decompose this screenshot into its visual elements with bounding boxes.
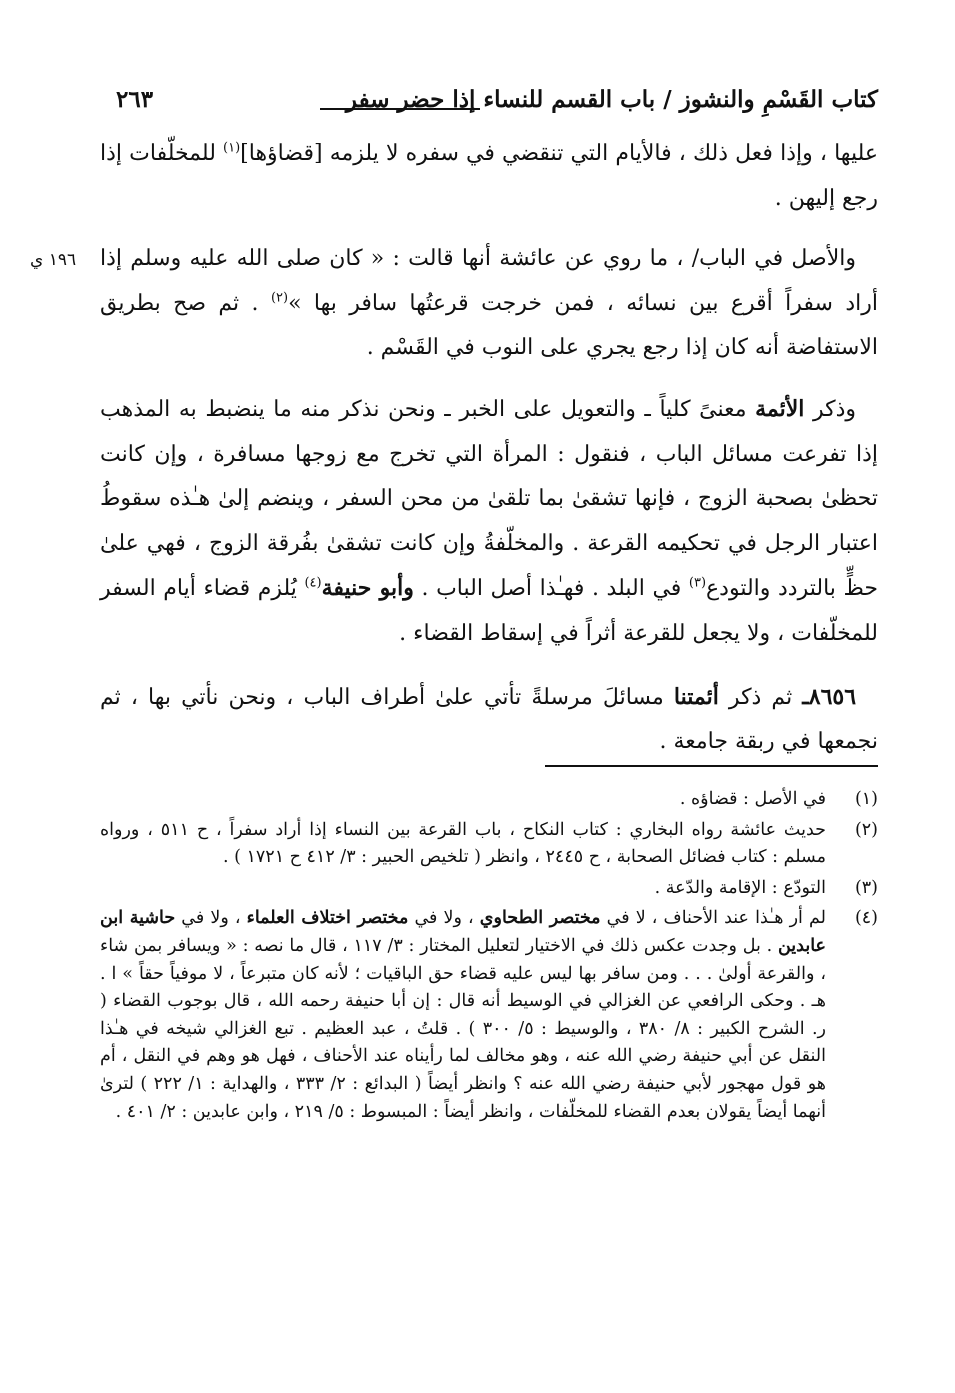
header-rule [320, 108, 480, 110]
paragraph-1-text-b: للمخلّفات إذا رجع إليهن . [100, 141, 878, 211]
paragraph-3-text-d: يُلزم قضاء أيام السفر للمخلّفات ، ولا يجعل للقرعة أثراً في إسقاط القضاء . [100, 576, 878, 646]
paragraph-4 [100, 675, 878, 765]
book-title-tahawi: مختصر الطحاوي [479, 908, 601, 929]
book-title-ibn-abidin: حاشية ابن عابدين [100, 908, 826, 956]
footnote-ref-1: (١) [223, 140, 241, 156]
paragraph-4-bold-imams: أئمتنا [673, 683, 719, 710]
footnote-text-d: . بل وجدت عكس ذلك في الاختيار لتعليل المختار : ٣/ ١١٧ ، قال ما نصه : « ويسافر بمن شاء ، والقرعة أولىٰ . . . ومن سافر بها ليس عليه قضاء حق الباقيات ؛ لأنه كان متبرعاً ، لا موفياً حقاً » ا . هـ . وحكى الرافعي عن الغزالي في الوسيط أنه قال : إن أبا حنيفة رحمه الله ، قال بوجوب القضاء ( ر. الشرح الكبير : ٨/ ٣٨٠ ، والوسيط : ٥/ ٣٠٠ ) . قلتُ ، عبد العظيم . تبع الغزالي شيخه في هـٰذا النقل عن أبي حنيفة رضي الله عنه ، وهو مخالف لما رأيناه عند الأحناف ، فهل هو وهم في النقل ، أم هو قول مهجور لأبي حنيفة رضي الله عنه ؟ وانظر أيضاً ( البدائع : ٢/ ٣٣٣ ، والهداية : ١/ ٢٢٢ ) لترىٰ أنهما أيضاً يقولان بعدم القضاء للمخلّفات ، وانظر أيضاً : المبسوط : ٥/ ٢١٩ ، وابن عابدين : ٢/ ٤٠١ . [100, 935, 826, 1122]
paragraph-1-text-a: عليها ، وإذا فعل ذلك ، فالأيام التي تنقضي في سفره لا يلزمه [قضاؤها] [240, 141, 878, 166]
footnote-text-b: ، ولا في [408, 908, 480, 929]
footnote-ref-2: (٢) [270, 290, 289, 306]
paragraph-2-text-b: . ثم صح بطريق الاستفاضة أنه كان إذا رجع يجري على النوب في القَسْم . [100, 290, 878, 361]
footnote-ref-4: (٤) [304, 576, 322, 592]
paragraph-4-text-b: مسائلَ مرسلةً تأتي علىٰ أطراف الباب ، ونحن نأتي بها ، ثم نجمعها في ربقة جامعة . [100, 684, 878, 755]
footnote-text-a: لم أر هـٰذا عند الأحناف ، لا في [600, 908, 826, 929]
paragraph-3-bold-abu-hanifa: وأبو حنيفة [321, 575, 414, 602]
footnote-number: (٣) [854, 877, 878, 898]
footnote-3 [100, 875, 878, 903]
footnote-text: حديث عائشة رواه البخاري : كتاب النكاح ، باب القرعة بين النساء إذا أراد سفراً ، ح ٥١١ ، ورواه مسلم : كتاب فضائل الصحابة ، ح ٢٤٤٥ ، وانظر ( تلخيص الحبير : ٣/ ٤١٢ ح ١٧٢١ ) . [100, 819, 826, 868]
running-header [110, 86, 878, 126]
footnote-text: التودّع : الإقامة والدّعة . [654, 877, 826, 898]
footnote-number: (١) [854, 789, 878, 809]
paragraph-2 [100, 237, 878, 371]
paragraph-2-text-a: والأصل في الباب/ ، ما روي عن عائشة أنها قالت : « كان صلى الله عليه وسلم إذا أراد سفراً أقرع بين نسائه ، فمن خرجت قرعتُها سافر بها » [100, 246, 878, 316]
footnote-ref-3: (٣) [688, 576, 707, 592]
paragraph-3-text-a: وذكر [804, 396, 857, 422]
paragraph-1 [100, 132, 878, 221]
paragraph-3-text-c: في البلد . فهـٰذا أصل الباب . [413, 576, 689, 602]
main-text [100, 132, 878, 765]
paragraph-4-text-a: ثم ذكر [718, 684, 803, 710]
footnote-text: في الأصل : قضاؤه . [679, 789, 826, 809]
footnote-number: (٢) [854, 819, 878, 840]
footnote-1 [100, 786, 878, 814]
page-number: ٢٦٣ [116, 86, 154, 113]
footnote-number: (٤) [854, 908, 878, 929]
header-title: كتاب القَسْمِ والنشوز / باب القسم للنساء إذا حضر سفر [345, 86, 878, 113]
issue-number: ٨٦٥٦ـ [802, 683, 857, 710]
book-title-ikhtilaf: مختصر اختلاف العلماء [246, 908, 409, 929]
footnote-4 [100, 905, 878, 1126]
footnote-text-c: ، ولا في [175, 908, 247, 929]
paragraph-3-bold-imams: الأئمة [755, 395, 805, 422]
footnote-2 [100, 817, 878, 872]
margin-note: ١٩٦ ي [30, 250, 77, 270]
paragraph-3 [100, 387, 878, 657]
paragraph-3-text-b: معنىً كلياً ـ والتعويل على الخبر ـ ونحن نذكر منه ما ينضبط به المذهب إذا تفرعت مسائل الباب ، فنقول : المرأة التي تخرج مع زوجها مسافرة ، وإن كانت تحظىٰ بصحبة الزوج ، فإنها تشقىٰ بما تلقىٰ من محن السفر ، وينضم إلىٰ هـٰذه سقوطُ اعتبار الرجل في تحكيمه القرعة . والمخلّفةُ وإن كانت تشقىٰ بفُرقة الزوج ، فهي علىٰ حظٍّ بالتردد والتودع [100, 396, 878, 602]
footnotes [100, 786, 878, 1129]
footnote-separator [545, 765, 878, 767]
